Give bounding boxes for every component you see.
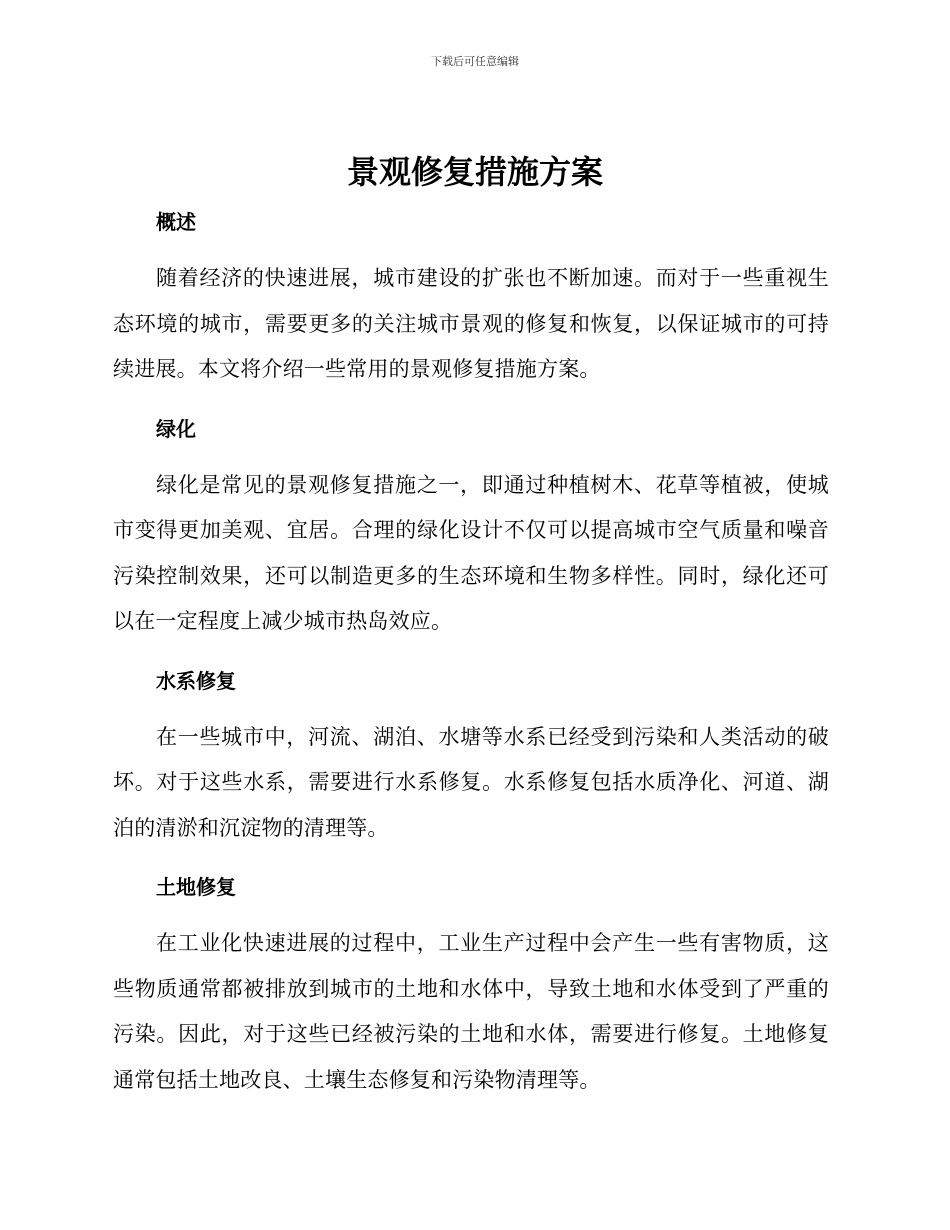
document-body xyxy=(113,200,829,1117)
section-paragraph: 在工业化快速进展的过程中，工业生产过程中会产生一些有害物质，这些物质通常都被排放到城市的土地和水体中，导致土地和水体受到了严重的污染。因此，对于这些已经被污染的土地和水体，需要进行修复。土地修复通常包括土地改良、土壤生态修复和污染物清理等。 xyxy=(113,931,829,1092)
section-water-restoration xyxy=(113,659,829,852)
section-greening xyxy=(113,407,829,645)
page-header-note: 下载后可任意编辑 xyxy=(431,55,519,68)
section-paragraph: 在一些城市中，河流、湖泊、水塘等水系已经受到污染和人类活动的破坏。对于这些水系，需要进行水系修复。水系修复包括水质净化、河道、湖泊的清淤和沉淀物的清理等。 xyxy=(113,724,829,840)
section-heading: 绿化 xyxy=(156,416,196,441)
section-heading: 概述 xyxy=(156,210,196,234)
section-paragraph: 绿化是常见的景观修复措施之一，即通过种植树木、花草等植被，使城市变得更加美观、宜居。合理的绿化设计不仅可以提高城市空气质量和噪音污染控制效果，还可以制造更多的生态环境和生物多样性。同时，绿化还可以在一定程度上减少城市热岛效应。 xyxy=(113,472,829,633)
section-land-restoration xyxy=(113,865,829,1103)
section-heading: 土地修复 xyxy=(156,875,236,899)
section-overview xyxy=(113,200,829,393)
section-paragraph: 随着经济的快速进展，城市建设的扩张也不断加速。而对于一些重视生态环境的城市，需要更多的关注城市景观的修复和恢复，以保证城市的可持续进展。本文将介绍一些常用的景观修复措施方案。 xyxy=(113,266,829,381)
document-title: 景观修复措施方案 xyxy=(346,153,603,191)
section-heading: 水系修复 xyxy=(156,668,236,693)
